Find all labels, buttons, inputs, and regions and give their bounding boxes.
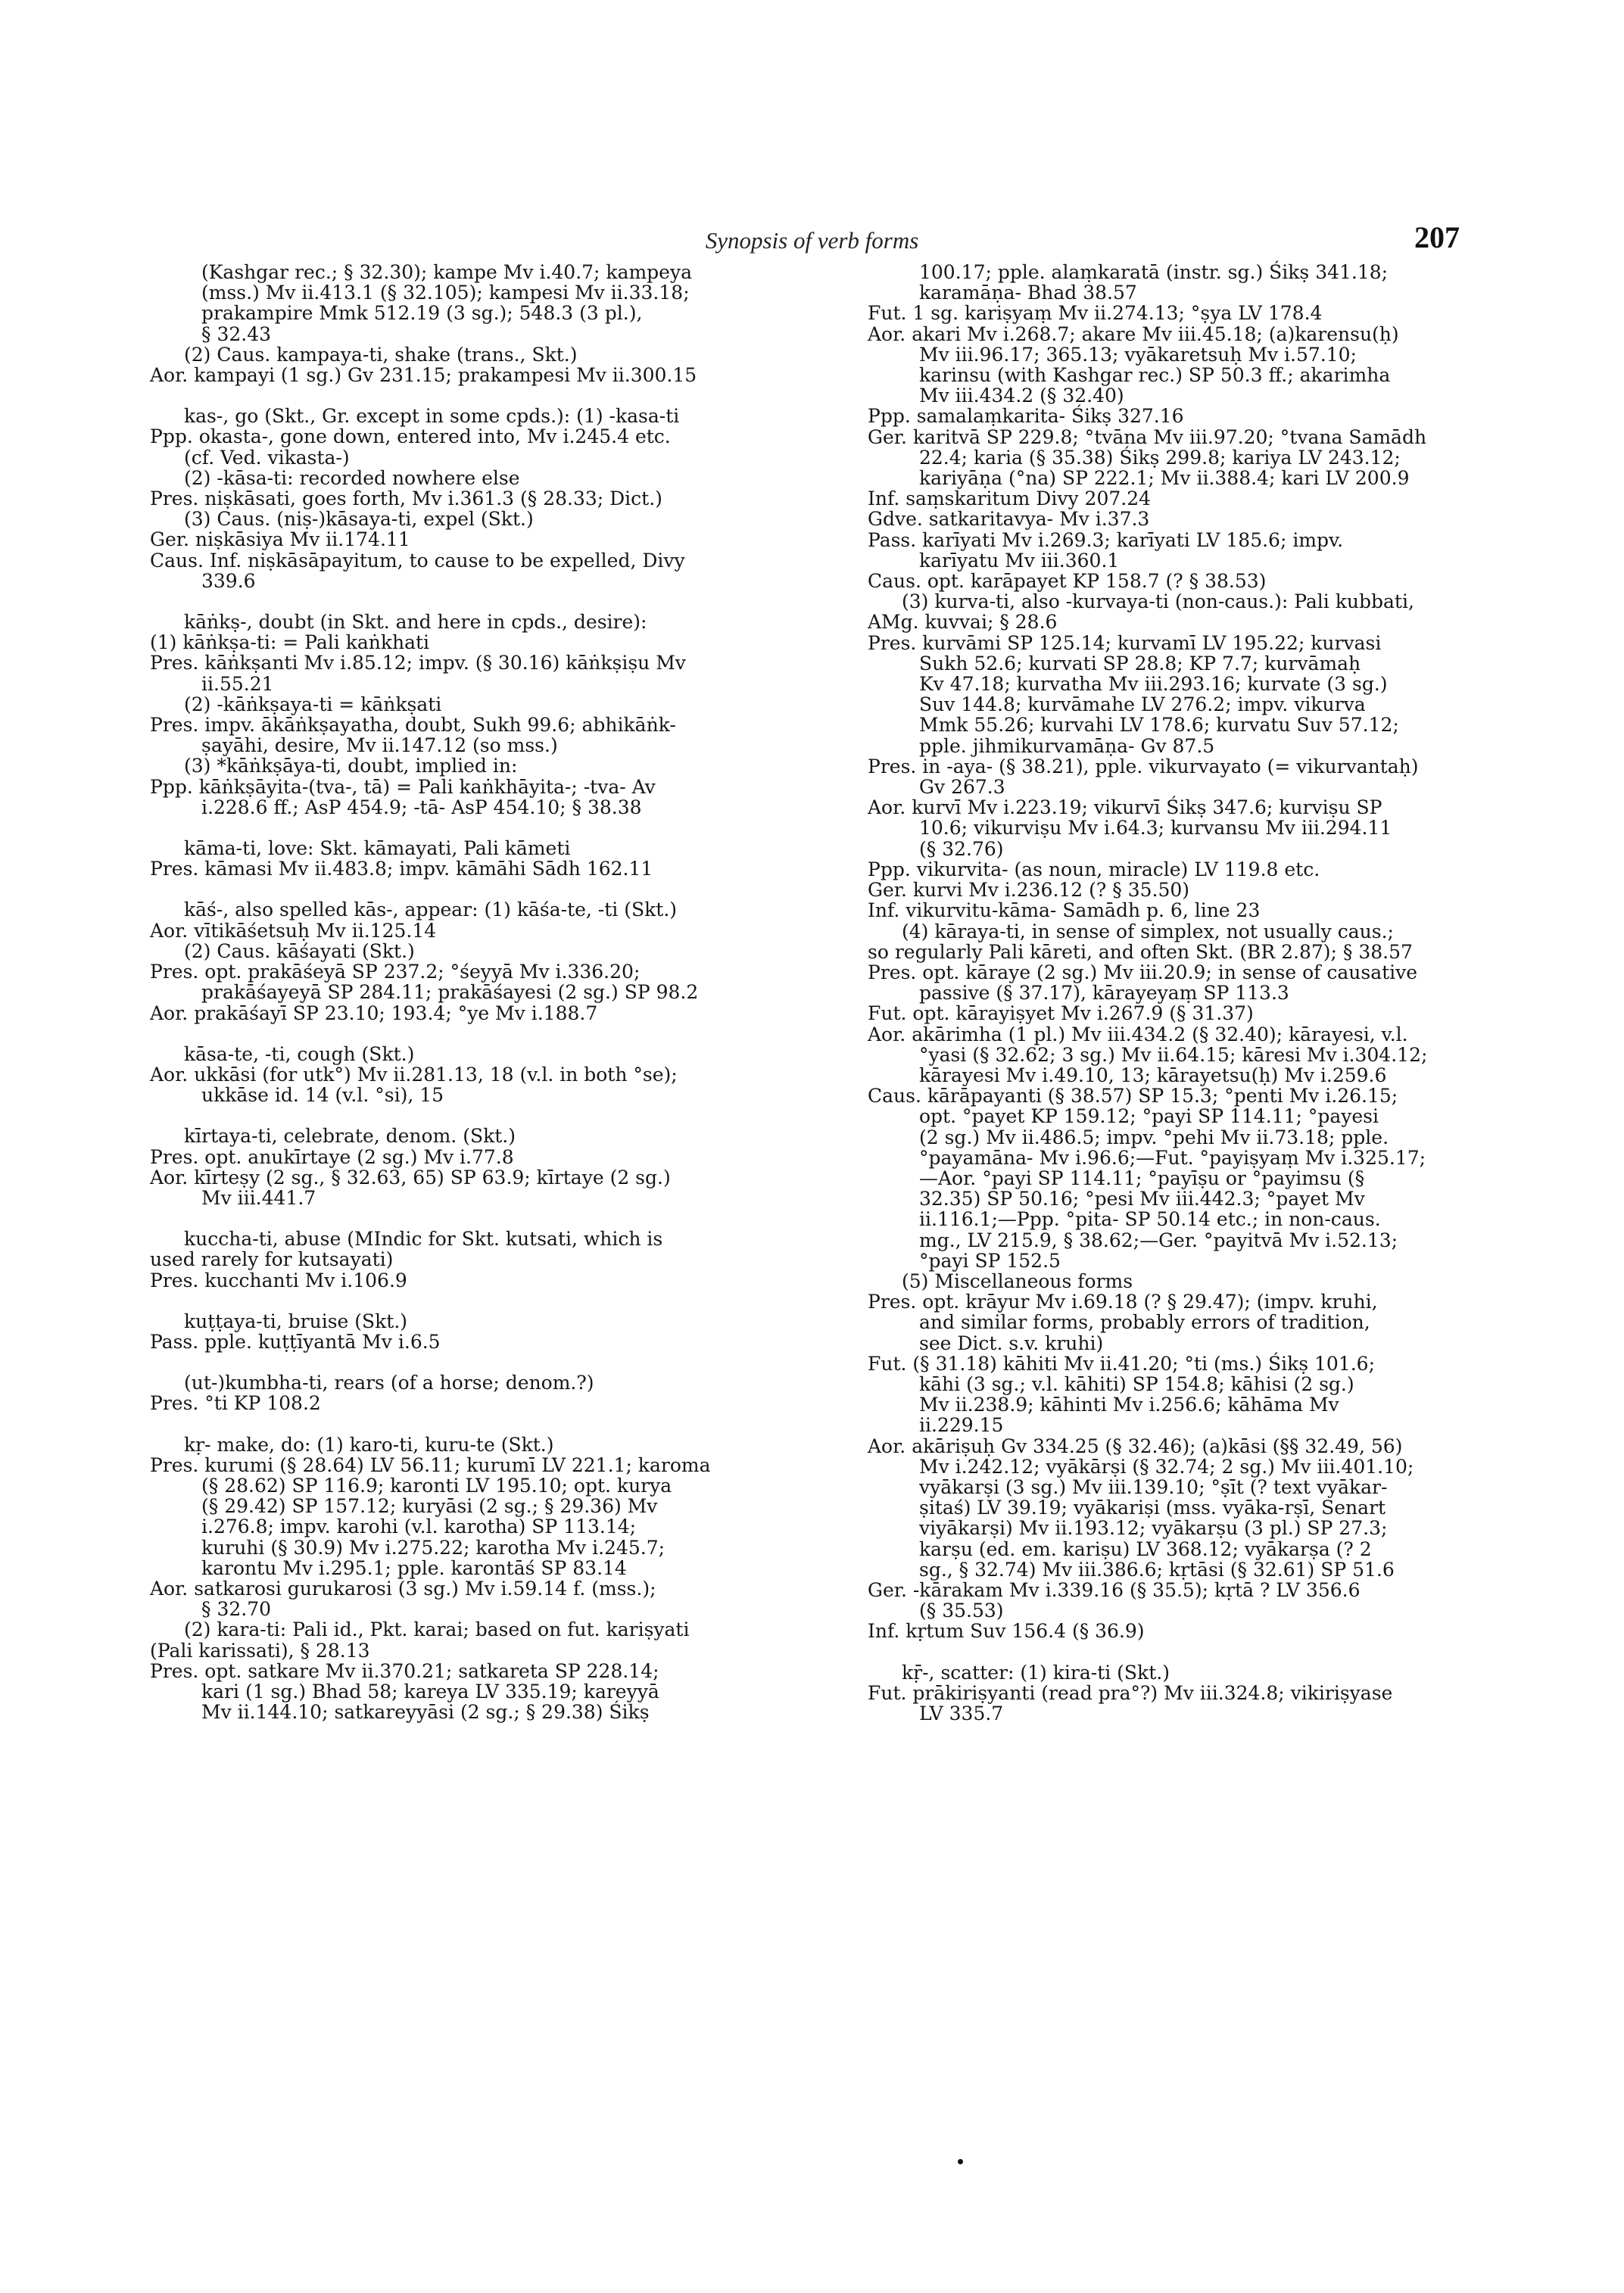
entry-headword-line: kāma-ti, love: Skt. kāmayati, Pali kāmeti bbox=[184, 837, 571, 860]
entry-line: °yasi (§ 32.62; 3 sg.) Mv ii.64.15; kāresi Mv i.304.12; bbox=[919, 1043, 1428, 1066]
entry-line: Fut. (§ 31.18) kāhiti Mv ii.41.20; °ti (ms.) Śikṣ 101.6; bbox=[868, 1352, 1376, 1375]
entry-line: ṣayāhi, desire, Mv ii.147.12 (so mss.) bbox=[201, 734, 558, 757]
entry-line: Kv 47.18; kurvatha Mv iii.293.16; kurvate (3 sg.) bbox=[919, 673, 1388, 696]
entry-line: (3) Caus. (niṣ-)kāsaya-ti, expel (Skt.) bbox=[184, 508, 534, 531]
entry-line: Pres. opt. kāraye (2 sg.) Mv iii.20.9; in sense of causative bbox=[868, 961, 1418, 983]
entry-line: and similar forms, probably errors of tradition, bbox=[919, 1311, 1370, 1334]
entry-line: karamāṇa- Bhad 38.57 bbox=[919, 282, 1137, 304]
entry-line: (2) Caus. kāśayati (Skt.) bbox=[184, 939, 415, 962]
entry-line: Mv iii.434.2 (§ 32.40) bbox=[919, 385, 1124, 407]
entry-line: karinsu (with Kashgar rec.) SP 50.3 ff.; akarimha bbox=[919, 364, 1391, 387]
entry-gap bbox=[150, 1105, 818, 1126]
entry-line: Ppp. samalaṃkarita- Śikṣ 327.16 bbox=[868, 405, 1184, 428]
entry-line: (1) kāṅkṣa-ti: = Pali kaṅkhati bbox=[150, 631, 430, 654]
entry-line: so regularly Pali kāreti, and often Skt. (BR 2.87); § 38.57 bbox=[868, 940, 1413, 963]
entry-line: Ppp. okasta-, gone down, entered into, Mv i.245.4 etc. bbox=[150, 425, 671, 448]
entry-line: —Aor. °payi SP 114.11; °payīṣu or °payimsu (§ bbox=[919, 1167, 1365, 1189]
entry-line: (Kashgar rec.; § 32.30); kampe Mv i.40.7; kampeya bbox=[201, 261, 693, 283]
entry-line: mg., LV 215.9, § 38.62;—Ger. °payitvā Mv i.52.13; bbox=[919, 1229, 1398, 1251]
entry-line: Pres. opt. prakāśeyā SP 237.2; °śeyyā Mv i.336.20; bbox=[150, 961, 641, 983]
entry-line: kuruhi (§ 30.9) Mv i.275.22; karotha Mv i.245.7; bbox=[201, 1536, 665, 1559]
entry-line: Pres. kurumi (§ 28.64) LV 56.11; kurumī LV 221.1; karoma bbox=[150, 1453, 711, 1476]
entry-line: used rarely for kutsayati) bbox=[150, 1248, 394, 1271]
entry-gap bbox=[868, 1642, 1505, 1662]
entry-line: AMg. kuvvai; § 28.6 bbox=[868, 611, 1058, 634]
entry-line: Mv iii.96.17; 365.13; vyākaretsuḥ Mv i.57.10; bbox=[919, 343, 1357, 366]
entry-line: Pres. kāṅkṣanti Mv i.85.12; impv. (§ 30.16) kāṅkṣiṣu Mv bbox=[150, 652, 686, 675]
entry-line: 10.6; vikurviṣu Mv i.64.3; kurvansu Mv iii.294.11 bbox=[919, 817, 1392, 840]
entry-line: LV 335.7 bbox=[919, 1703, 1004, 1725]
entry-line: Ger. karitvā SP 229.8; °tvāna Mv iii.97.20; °tvana Samādh bbox=[868, 425, 1427, 448]
entry-line: 339.6 bbox=[201, 569, 256, 592]
entry-headword-line: kṝ-, scatter: (1) kira-ti (Skt.) bbox=[902, 1661, 1170, 1684]
entry-line: Mmk 55.26; kurvahi LV 178.6; kurvatu Suv 57.12; bbox=[919, 714, 1399, 737]
entry-line: (§ 35.53) bbox=[919, 1600, 1004, 1622]
entry-line: (§ 29.42) SP 157.12; kuryāsi (2 sg.; § 29.36) Mv bbox=[201, 1495, 658, 1518]
entry-line: 22.4; karia (§ 35.38) Śikṣ 299.8; kariya LV 243.12; bbox=[919, 446, 1401, 469]
entry-line: Caus. opt. karāpayet KP 158.7 (? § 38.53) bbox=[868, 570, 1267, 593]
entry-line: karontu Mv i.295.1; pple. karontāś SP 83.14 bbox=[201, 1556, 627, 1579]
entry-line: prakāśayeyā SP 284.11; prakāśayesi (2 sg.) SP 98.2 bbox=[201, 981, 699, 1004]
entry-line: passive (§ 37.17), kārayeyaṃ SP 113.3 bbox=[919, 982, 1289, 1005]
entry-line: °payamāna- Mv i.96.6;—Fut. °payiṣyaṃ Mv i.325.17; bbox=[919, 1146, 1426, 1169]
entry-line: viyākarṣi) Mv ii.193.12; vyākarṣu (3 pl.) SP 27.3; bbox=[919, 1517, 1388, 1540]
entry-line: Pres. kucchanti Mv i.106.9 bbox=[150, 1269, 407, 1291]
right-column bbox=[868, 262, 1505, 1724]
entry-line: Ppp. vikurvita- (as noun, miracle) LV 119.8 etc. bbox=[868, 858, 1320, 880]
entry-line: (cf. Ved. vikasta-) bbox=[184, 446, 350, 469]
entry-line: Aor. vītikāśetsuḥ Mv ii.125.14 bbox=[150, 919, 437, 942]
entry-headword-line: kuṭṭaya-ti, bruise (Skt.) bbox=[184, 1310, 408, 1332]
entry-line: Aor. akāriṣuḥ Gv 334.25 (§ 32.46); (a)kāsi (§§ 32.49, 56) bbox=[868, 1435, 1403, 1457]
entry-headword-line: kīrtaya-ti, celebrate, denom. (Skt.) bbox=[184, 1125, 516, 1148]
entry-line: ukkāse id. 14 (v.l. °si), 15 bbox=[201, 1084, 444, 1107]
entry-line: Pres. niṣkāsati, goes forth, Mv i.361.3 (§ 28.33; Dict.) bbox=[150, 488, 662, 510]
entry-gap bbox=[150, 1208, 818, 1229]
entry-line: (Pali karissati), § 28.13 bbox=[150, 1639, 370, 1662]
entry-gap bbox=[150, 818, 818, 838]
entry-line: Gv 267.3 bbox=[919, 776, 1005, 799]
entry-line: Aor. ukkāsi (for utk°) Mv ii.281.13, 18 (v.l. in both °se); bbox=[150, 1063, 678, 1086]
entry-line: opt. °payet KP 159.12; °payi SP 114.11; °payesi bbox=[919, 1105, 1379, 1128]
entry-line: ii.229.15 bbox=[919, 1414, 1004, 1437]
entry-line: i.228.6 ff.; AsP 454.9; -tā- AsP 454.10; § 38.38 bbox=[201, 796, 642, 818]
entry-headword-line: kāsa-te, -ti, cough (Skt.) bbox=[184, 1042, 415, 1065]
entry-line: kari (1 sg.) Bhad 58; kareya LV 335.19; kareyyā bbox=[201, 1680, 659, 1703]
entry-line: Pass. karīyati Mv i.269.3; karīyati LV 185.6; impv. bbox=[868, 528, 1344, 551]
ink-speck bbox=[958, 2159, 963, 2164]
entry-line: Fut. 1 sg. kariṣyaṃ Mv ii.274.13; °ṣya LV 178.4 bbox=[868, 302, 1323, 325]
entry-line: Inf. saṃskaritum Divy 207.24 bbox=[868, 488, 1152, 510]
entry-line: 100.17; pple. alaṃkaratā (instr. sg.) Śikṣ 341.18; bbox=[919, 261, 1389, 283]
entry-line: ii.116.1;—Ppp. °pita- SP 50.14 etc.; in non-caus. bbox=[919, 1208, 1381, 1231]
left-column bbox=[150, 262, 818, 1722]
entry-line: prakampire Mmk 512.19 (3 sg.); 548.3 (3 pl.), bbox=[201, 302, 643, 325]
entry-gap bbox=[150, 1352, 818, 1372]
entry-line: Aor. prakāśayī SP 23.10; 193.4; °ye Mv i.188.7 bbox=[150, 1002, 598, 1024]
entry-line: kārayesi Mv i.49.10, 13; kārayetsu(ḥ) Mv i.259.6 bbox=[919, 1064, 1387, 1086]
entry-line: Pres. °ti KP 108.2 bbox=[150, 1392, 321, 1415]
entry-line: Inf. kṛtum Suv 156.4 (§ 36.9) bbox=[868, 1620, 1145, 1643]
entry-line: (2) Caus. kampaya-ti, shake (trans., Skt.) bbox=[184, 343, 578, 366]
entry-line: Mv ii.238.9; kāhinti Mv i.256.6; kāhāma Mv bbox=[919, 1394, 1339, 1416]
entry-line: Fut. opt. kārayiṣyet Mv i.267.9 (§ 31.37) bbox=[868, 1002, 1254, 1025]
entry-line: Ger. kurvi Mv i.236.12 (? § 35.50) bbox=[868, 879, 1190, 902]
entry-line: kariyāṇa (°na) SP 222.1; Mv ii.388.4; kari LV 200.9 bbox=[919, 467, 1410, 490]
entry-line: Pass. pple. kuṭṭīyantā Mv i.6.5 bbox=[150, 1330, 441, 1353]
entry-headword-line: kāś-, also spelled kās-, appear: (1) kāśa-te, -ti (Skt.) bbox=[184, 899, 678, 921]
entry-line: (5) Miscellaneous forms bbox=[902, 1270, 1133, 1292]
entry-line: Suv 144.8; kurvāmahe LV 276.2; impv. vikurva bbox=[919, 693, 1366, 716]
entry-line: (2 sg.) Mv ii.486.5; impv. °pehi Mv ii.73.18; pple. bbox=[919, 1126, 1389, 1148]
entry-line: Aor. satkarosi gurukarosi (3 sg.) Mv i.59.14 f. (mss.); bbox=[150, 1577, 656, 1600]
entry-headword-line: kāṅkṣ-, doubt (in Skt. and here in cpds., desire): bbox=[184, 611, 647, 634]
entry-line: °payi SP 152.5 bbox=[919, 1249, 1061, 1272]
entry-line: Mv ii.144.10; satkareyyāsi (2 sg.; § 29.38) Śikṣ bbox=[201, 1701, 650, 1724]
page-number: 207 bbox=[1414, 220, 1460, 254]
entry-line: karīyatu Mv iii.360.1 bbox=[919, 549, 1120, 572]
entry-line: see Dict. s.v. kruhi) bbox=[919, 1332, 1104, 1354]
entry-line: Aor. kampayi (1 sg.) Gv 231.15; prakampesi Mv ii.300.15 bbox=[150, 364, 697, 387]
entry-gap bbox=[150, 591, 818, 612]
entry-headword-line: kuccha-ti, abuse (MIndic for Skt. kutsati, which is bbox=[184, 1228, 663, 1251]
entry-line: Pres. opt. krāyur Mv i.69.18 (? § 29.47); (impv. kruhi, bbox=[868, 1291, 1378, 1313]
entry-line: § 32.43 bbox=[201, 322, 272, 345]
entry-line: (2) -kāṅkṣaya-ti = kāṅkṣati bbox=[184, 693, 442, 715]
entry-line: ṣitaś) LV 39.19; vyākariṣi (mss. vyāka-rṣī, Senart bbox=[919, 1497, 1386, 1519]
entry-gap bbox=[150, 879, 818, 899]
entry-line: Aor. kīrteṣy (2 sg., § 32.63, 65) SP 63.9; kīrtaye (2 sg.) bbox=[150, 1166, 671, 1189]
entry-headword-line: kas-, go (Skt., Gr. except in some cpds.): (1) -kasa-ti bbox=[184, 405, 680, 428]
entry-line: Pres. impv. ākāṅkṣayatha, doubt, Sukh 99.6; abhikāṅk- bbox=[150, 714, 676, 737]
entry-line: Caus. kārāpayanti (§ 38.57) SP 15.3; °penti Mv i.26.15; bbox=[868, 1085, 1398, 1108]
entry-headword-line: (ut-)kumbha-ti, rears (of a horse; denom.?) bbox=[184, 1372, 594, 1394]
entry-line: § 32.70 bbox=[201, 1598, 272, 1621]
entry-line: Pres. opt. anukīrtaye (2 sg.) Mv i.77.8 bbox=[150, 1145, 514, 1168]
running-head: Synopsis of verb forms bbox=[705, 227, 919, 254]
entry-line: pple. jihmikurvamāṇa- Gv 87.5 bbox=[919, 734, 1215, 757]
entry-line: Aor. akārimha (1 pl.) Mv iii.434.2 (§ 32.40); kārayesi, v.l. bbox=[868, 1023, 1408, 1045]
entry-line: Ppp. kāṅkṣāyita-(tva-, tā) = Pali kaṅkhāyita-; -tva- Av bbox=[150, 775, 656, 798]
entry-line: Inf. vikurvitu-kāma- Samādh p. 6, line 23 bbox=[868, 899, 1261, 922]
entry-gap bbox=[150, 1023, 818, 1044]
entry-line: ii.55.21 bbox=[201, 672, 274, 695]
entry-gap bbox=[150, 1414, 818, 1435]
entry-line: (3) *kāṅkṣāya-ti, doubt, implied in: bbox=[184, 755, 518, 777]
entry-gap bbox=[150, 1291, 818, 1311]
entry-line: Pres. kurvāmi SP 125.14; kurvamī LV 195.22; kurvasi bbox=[868, 631, 1382, 654]
entry-gap bbox=[150, 385, 818, 406]
entry-line: Fut. prākiriṣyanti (read pra°?) Mv iii.324.8; vikiriṣyase bbox=[868, 1681, 1393, 1704]
entry-line: (mss.) Mv ii.413.1 (§ 32.105); kampesi Mv ii.33.18; bbox=[201, 282, 690, 304]
entry-line: Mv iii.441.7 bbox=[201, 1186, 316, 1209]
entry-line: (4) kāraya-ti, in sense of simplex, not usually caus.; bbox=[902, 920, 1394, 942]
entry-line: karṣu (ed. em. kariṣu) LV 368.12; vyākarṣa (? 2 bbox=[919, 1537, 1372, 1560]
entry-line: i.276.8; impv. karohi (v.l. karotha) SP 113.14; bbox=[201, 1516, 637, 1538]
entry-line: kāhi (3 sg.; v.l. kāhiti) SP 154.8; kāhisi (2 sg.) bbox=[919, 1372, 1354, 1395]
entry-line: (3) kurva-ti, also -kurvaya-ti (non-caus.): Pali kubbati, bbox=[902, 590, 1414, 613]
entry-line: (§ 32.76) bbox=[919, 837, 1004, 860]
entry-line: Aor. kurvī Mv i.223.19; vikurvī Śikṣ 347.6; kurviṣu SP bbox=[868, 796, 1382, 819]
entry-line: (2) kara-ti: Pali id., Pkt. karai; based on fut. kariṣyati bbox=[184, 1618, 690, 1641]
entry-line: vyākarṣi (3 sg.) Mv iii.139.10; °ṣīt (? text vyākar- bbox=[919, 1475, 1388, 1498]
entry-line: Pres. opt. satkare Mv ii.370.21; satkareta SP 228.14; bbox=[150, 1659, 659, 1682]
entry-line: Gdve. satkaritavya- Mv i.37.3 bbox=[868, 508, 1150, 531]
entry-line: Aor. akari Mv i.268.7; akare Mv iii.45.18; (a)karensu(ḥ) bbox=[868, 322, 1399, 345]
entry-line: (2) -kāsa-ti: recorded nowhere else bbox=[184, 466, 520, 489]
entry-line: Pres. kāmasi Mv ii.483.8; impv. kāmāhi Sādh 162.11 bbox=[150, 858, 653, 880]
entry-line: Ger. niṣkāsiya Mv ii.174.11 bbox=[150, 528, 410, 551]
entry-line: 32.35) SP 50.16; °pesi Mv iii.442.3; °payet Mv bbox=[919, 1188, 1365, 1210]
entry-line: Sukh 52.6; kurvati SP 28.8; KP 7.7; kurvāmaḥ bbox=[919, 652, 1361, 675]
entry-line: Ger. -kārakam Mv i.339.16 (§ 35.5); kṛtā ? LV 356.6 bbox=[868, 1579, 1361, 1601]
entry-line: (§ 28.62) SP 116.9; karonti LV 195.10; opt. kurya bbox=[201, 1474, 672, 1497]
entry-line: Pres. in -aya- (§ 38.21), pple. vikurvayato (= vikurvantaḥ) bbox=[868, 755, 1419, 777]
entry-line: Caus. Inf. niṣkāsāpayitum, to cause to be expelled, Divy bbox=[150, 549, 685, 572]
entry-headword-line: kṛ- make, do: (1) karo-ti, kuru-te (Skt.) bbox=[184, 1433, 554, 1456]
entry-line: sg., § 32.74) Mv iii.386.6; kṛtāsi (§ 32.61) SP 51.6 bbox=[919, 1558, 1395, 1581]
entry-line: Mv i.242.12; vyākārṣi (§ 32.74; 2 sg.) Mv iii.401.10; bbox=[919, 1455, 1414, 1478]
